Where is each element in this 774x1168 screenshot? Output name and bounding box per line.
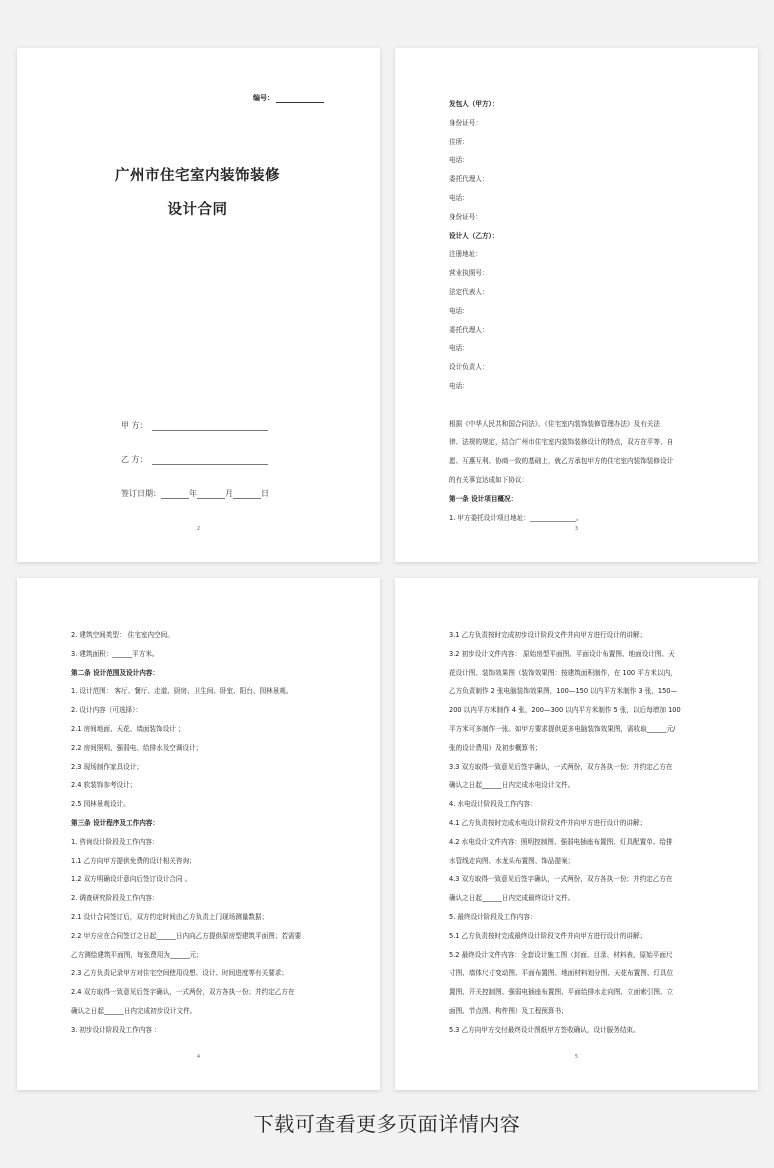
cover-title-line1: 广州市住宅室内装饰装修 bbox=[115, 168, 280, 184]
text-line: 律、法规的规定，结合广州市住宅室内装饰装修设计的特点，双方在平等、自 bbox=[449, 438, 674, 447]
text-line: 身份证号： bbox=[449, 118, 482, 127]
text-line: 法定代表人： bbox=[449, 287, 489, 296]
text-line: 3.2 初步设计文件内容： 原始房型平面图、平面设计布置图、地面设计图、天 bbox=[449, 649, 675, 658]
text-line: 2.4 软装饰参考设计； bbox=[71, 781, 137, 790]
text-line: 5. 最终设计阶段及工作内容： bbox=[449, 912, 537, 921]
text-line: 4.2 水电设计文件内容：照明控制图、强弱电插座布置图、灯具配置单、给排 bbox=[449, 837, 673, 846]
text-line: 确认之日起______日内完成水电设计文件。 bbox=[449, 781, 575, 790]
text-line: 乙方负责制作 2 张电脑装饰效果图，100—150 以内平方米制作 3 张，150— bbox=[449, 687, 678, 696]
text-line: 5.2 最终设计文件内容：全套设计施工图（封面、目录、材料表、原始平面尺 bbox=[449, 950, 673, 959]
text-line: 住所： bbox=[449, 137, 469, 146]
text-line: 2.3 现场制作家具设计； bbox=[71, 762, 143, 771]
party-a-label: 甲 方： bbox=[121, 421, 148, 430]
contract-number-label: 编号： bbox=[253, 94, 274, 102]
page-text-block bbox=[449, 95, 702, 527]
text-line: 确认之日起______日内完成最终设计文件。 bbox=[449, 894, 575, 903]
month-blank bbox=[197, 490, 225, 499]
page-number: 5 bbox=[574, 1054, 579, 1060]
download-more-prompt[interactable]: 下载可查看更多页面详情内容 bbox=[253, 1112, 521, 1136]
section-heading: 第三条 设计程序及工作内容： bbox=[71, 818, 160, 827]
text-line: 2.5 园林景观设计。 bbox=[71, 800, 130, 809]
contract-number-blank bbox=[276, 95, 324, 103]
text-line: 2.1 设计合同签订后，双方约定时间由乙方负责上门现场测量数据； bbox=[71, 912, 269, 921]
section-heading: 设计人（乙方）： bbox=[449, 231, 499, 240]
document-page-scope bbox=[17, 578, 380, 1090]
text-line: 面图、节点图、构件图）及工程预算书； bbox=[449, 1006, 568, 1015]
page-text-block bbox=[71, 626, 324, 1040]
text-line: 3.3 双方取得一致意见后签字确认，一式两份，双方各执一份；并约定乙方在 bbox=[449, 762, 673, 771]
text-line: 5.1 乙方负责按时完成最终设计阶段文件并向甲方进行设计的讲解； bbox=[449, 931, 647, 940]
text-line: 2.1 房间地面、天花、墙面装饰设计 ； bbox=[71, 724, 185, 733]
text-line: 寸图、墙体尺寸变动图、平面布置图、地面材料划分图、天花布置图、灯具位 bbox=[449, 969, 674, 978]
text-line: 确认之日起______日内完成初步设计文件。 bbox=[71, 1006, 197, 1015]
text-line: 3.1 乙方负责按时完成初步设计阶段文件并向甲方进行设计的讲解； bbox=[449, 631, 647, 639]
text-line: 张的设计费用）及初步概算书； bbox=[449, 743, 542, 752]
text-line: 电话： bbox=[449, 344, 469, 353]
text-line: 水管线走向图、水龙头布置图、饰品提案； bbox=[449, 856, 575, 865]
page-number: 4 bbox=[196, 1054, 201, 1060]
text-line: 2.3 乙方负责记录甲方对住宅空间使用设想、设计、时间进度等有关要求； bbox=[71, 969, 288, 978]
text-line: 委托代理人： bbox=[449, 325, 489, 334]
day-label: 日 bbox=[261, 489, 269, 498]
document-page-cover bbox=[17, 48, 380, 562]
cover-title-line2: 设计合同 bbox=[167, 202, 228, 218]
text-line: 根据《中华人民共和国合同法》、《住宅室内装饰装修管理办法》及有关法 bbox=[449, 419, 660, 428]
text-line: 4.3 双方取得一致意见后签字确认，一式两份，双方各执一份；并约定乙方在 bbox=[449, 875, 673, 884]
section-heading: 发包人（甲方）： bbox=[449, 100, 499, 108]
section-heading: 第一条 设计项目概况： bbox=[449, 494, 518, 503]
document-page-procedure bbox=[395, 578, 758, 1090]
sign-date-label: 签订日期： bbox=[121, 489, 161, 498]
text-line: 1. 甲方委托设计项目地址：______________。 bbox=[449, 513, 583, 522]
text-line: 1. 咨询设计阶段及工作内容： bbox=[71, 837, 159, 846]
document-page-parties bbox=[395, 48, 758, 562]
party-a-blank bbox=[152, 422, 268, 431]
text-line: 电话： bbox=[449, 156, 469, 165]
text-line: 2.2 甲方应在合同签订之日起______日内向乙方提供原房型建筑平面图；若需要 bbox=[71, 931, 302, 940]
text-line: 1. 设计范围： 客厅、餐厅、走道、厨房、卫生间、卧室、阳台、园林景观。 bbox=[71, 687, 293, 696]
text-line: 5.3 乙方向甲方交付最终设计图纸甲方签收确认，设计服务结束。 bbox=[449, 1025, 640, 1034]
text-line: 置图、开关控制图、强弱电插座布置图、平面给排水走向图、立面索引图、立 bbox=[449, 988, 674, 997]
text-line bbox=[449, 396, 702, 415]
text-line: 2. 调查研究阶段及工作内容： bbox=[71, 894, 159, 903]
text-line: 2.2 房间照明、强弱电、给排水及空调设计； bbox=[71, 743, 203, 752]
text-line: 1.2 双方明确设计意向后签订设计合同 。 bbox=[71, 875, 192, 884]
page-text-block bbox=[449, 626, 702, 1040]
text-line: 3. 初步设计阶段及工作内容 ： bbox=[71, 1025, 161, 1034]
text-line: 2.4 双方取得一致意见后签字确认，一式两份，双方各执一份；并约定乙方在 bbox=[71, 988, 295, 997]
month-label: 月 bbox=[225, 489, 233, 498]
text-line: 4. 水电设计阶段及工作内容： bbox=[449, 800, 537, 809]
text-line: 身份证号： bbox=[449, 212, 482, 221]
party-a-field bbox=[121, 420, 268, 431]
sign-date-field bbox=[121, 488, 269, 499]
party-b-field bbox=[121, 454, 268, 465]
party-b-blank bbox=[152, 456, 268, 465]
text-line: 2. 建筑空间类型： 住宅室内空间。 bbox=[71, 631, 174, 639]
text-line: 花设计图、装饰效果图（装饰效果图：按建筑面积制作，在 100 平方米以内， bbox=[449, 668, 677, 677]
year-blank bbox=[161, 490, 189, 499]
text-line: 愿、互惠互利、协商一致的基础上，就乙方承包甲方的住宅室内装饰装修设计 bbox=[449, 457, 674, 466]
text-line: 注册地址： bbox=[449, 250, 482, 259]
text-line: 的有关事宜达成如下协议： bbox=[449, 475, 529, 484]
section-heading: 第二条 设计范围及设计内容： bbox=[71, 668, 160, 677]
text-line: 200 以内平方米制作 4 张，200—300 以内平方米制作 5 张，以后每增加 100 bbox=[449, 706, 681, 715]
text-line: 2. 设计内容（可选择）： bbox=[71, 706, 143, 715]
text-line: 设计负责人： bbox=[449, 363, 489, 372]
text-line: 电话： bbox=[449, 193, 469, 202]
text-line: 1.1 乙方向甲方提供免费的设计相关咨询； bbox=[71, 856, 196, 865]
text-line: 委托代理人： bbox=[449, 175, 489, 184]
year-label: 年 bbox=[189, 489, 197, 498]
text-line: 4.1 乙方负责按时完成水电设计阶段文件并向甲方进行设计的讲解； bbox=[449, 818, 647, 827]
page-number: 2 bbox=[196, 526, 201, 532]
contract-number-field bbox=[253, 93, 324, 103]
party-b-label: 乙 方： bbox=[121, 455, 148, 464]
text-line: 电话： bbox=[449, 306, 469, 315]
text-line: 3. 建筑面积：______平方米。 bbox=[71, 649, 159, 658]
text-line: 平方米可多制作一张。如甲方要求提供更多电脑装饰效果图，需收取______元/ bbox=[449, 724, 676, 733]
page-number: 3 bbox=[574, 526, 579, 532]
day-blank bbox=[233, 490, 261, 499]
text-line: 营业执照号： bbox=[449, 269, 489, 278]
text-line: 乙方测绘建筑平面图，每张费用为______元； bbox=[71, 950, 203, 959]
text-line: 电话： bbox=[449, 381, 469, 390]
